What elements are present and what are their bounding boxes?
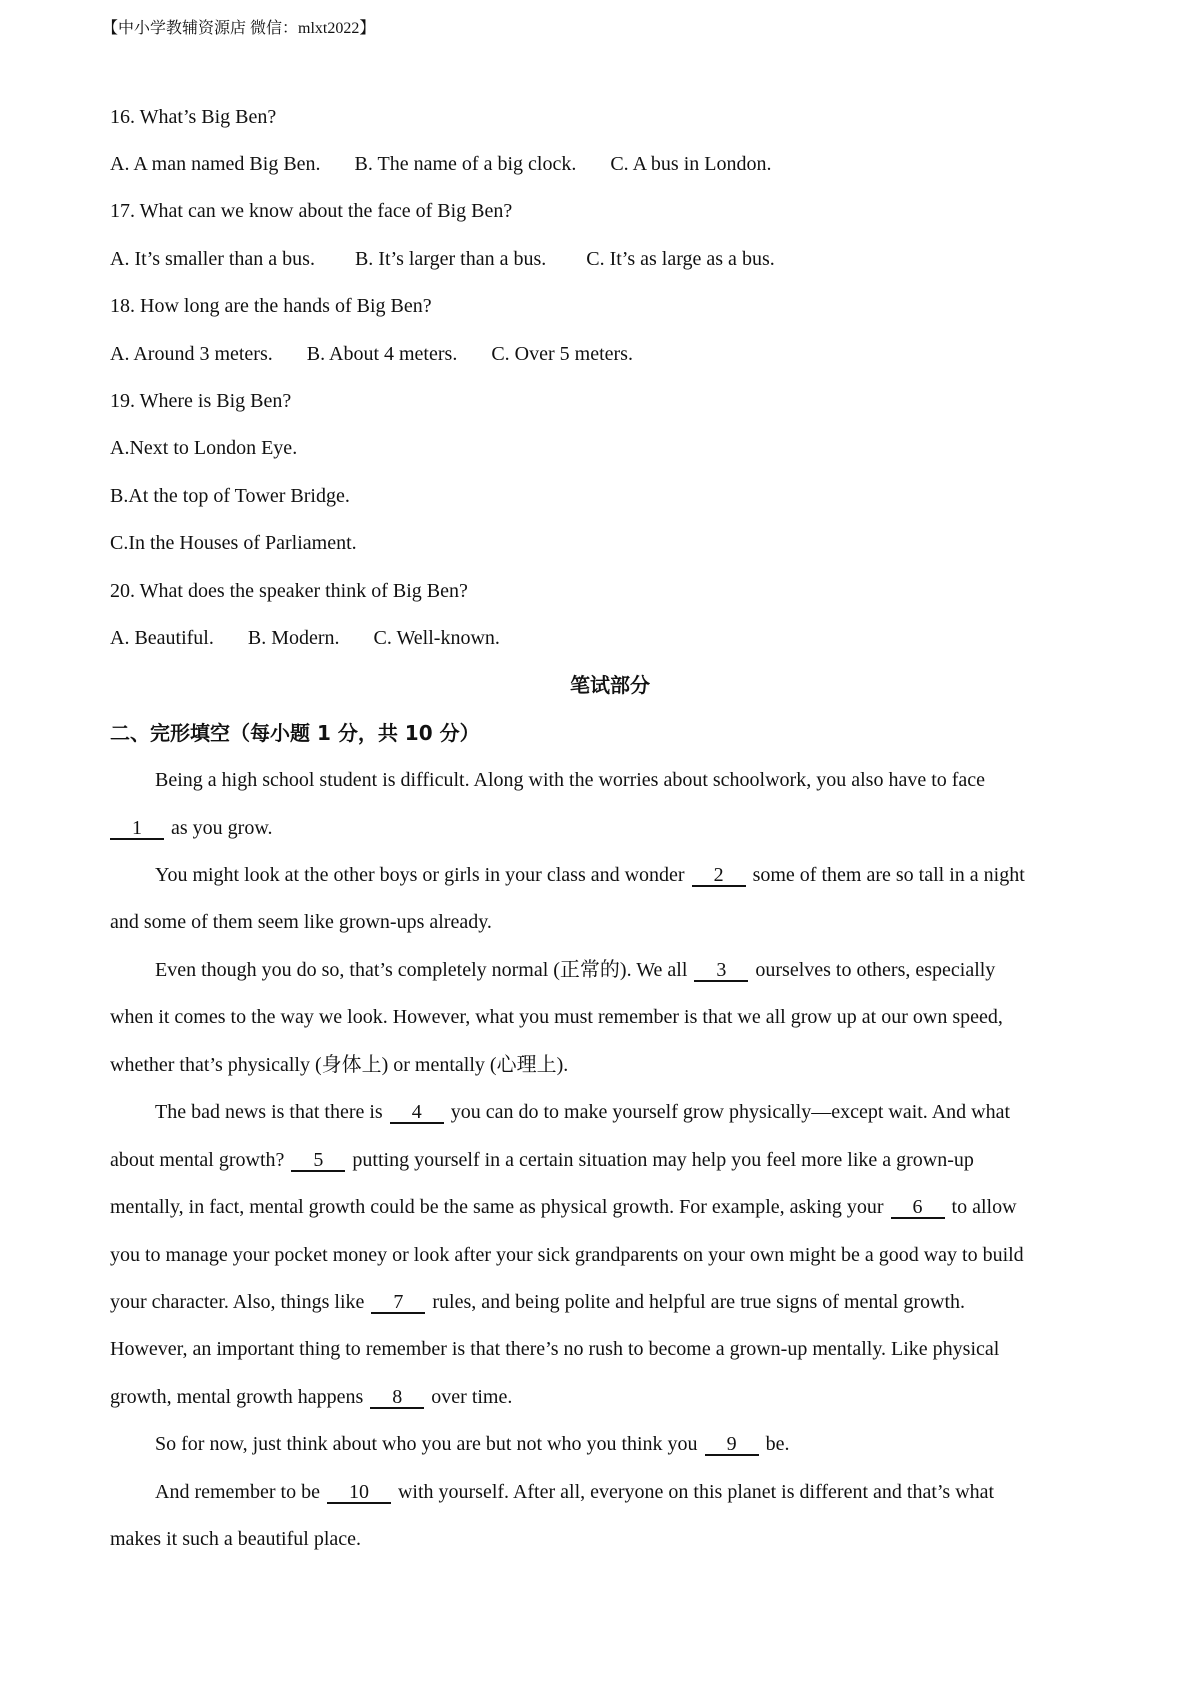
passage-line: when it comes to the way we look. However, what you must remember is that we all grow up at our own speed,: [110, 1006, 1003, 1028]
options-17: [110, 246, 775, 272]
passage-text: to allow: [951, 1196, 1017, 1218]
passage-line: [110, 1431, 789, 1457]
passage-line: you to manage your pocket money or look after your sick grandparents on your own might be a good way to build: [110, 1244, 1024, 1266]
option-a: A. It’s smaller than a bus.: [110, 248, 315, 270]
passage-text: growth, mental growth happens: [110, 1386, 364, 1408]
option-b: B. It’s larger than a bus.: [354, 248, 547, 270]
passage-line: [110, 1289, 965, 1315]
passage-line: However, an important thing to remember is that there’s no rush to become a grown-up mentally. Like physical: [110, 1338, 1000, 1360]
passage-text: some of them are so tall in a night: [752, 864, 1025, 886]
passage-text: you can do to make yourself grow physically—except wait. And what: [450, 1101, 1011, 1123]
passage-text: Even though you do so, that’s completely normal (正常的). We all: [155, 959, 688, 981]
passage-text: rules, and being polite and helpful are true signs of mental growth.: [432, 1291, 966, 1313]
blank-3: 3: [694, 960, 748, 982]
passage-line: [110, 1384, 512, 1410]
option-a: A. Beautiful.: [110, 627, 214, 649]
blank-4: 4: [390, 1102, 444, 1124]
blank-7: 7: [371, 1292, 425, 1314]
passage-line: [110, 862, 1025, 888]
blank-8: 8: [370, 1387, 424, 1409]
question-19: 19. Where is Big Ben?: [110, 390, 292, 412]
option-c: C. A bus in London.: [610, 153, 772, 175]
passage-text: with yourself. After all, everyone on this planet is different and that’s what: [397, 1481, 995, 1503]
passage-text: The bad news is that there is: [155, 1101, 383, 1123]
blank-5: 5: [291, 1150, 345, 1172]
passage-text: putting yourself in a certain situation may help you feel more like a grown-up: [352, 1149, 974, 1171]
passage-line: [110, 957, 995, 983]
option-b: B.At the top of Tower Bridge.: [110, 485, 350, 507]
options-18: [110, 341, 633, 367]
option-b: B. About 4 meters.: [306, 343, 458, 365]
passage-text: over time.: [431, 1386, 513, 1408]
option-c: C. It’s as large as a bus.: [586, 248, 775, 270]
option-a: A.Next to London Eye.: [110, 437, 298, 459]
option-a: A. Around 3 meters.: [110, 343, 273, 365]
options-20: [110, 625, 500, 651]
passage-text: You might look at the other boys or girls in your class and wonder: [155, 864, 685, 886]
passage-line: Being a high school student is difficult. Along with the worries about schoolwork, you also have to face: [155, 769, 986, 791]
blank-1: 1: [110, 818, 164, 840]
passage-line: [110, 1099, 1010, 1125]
passage-text: your character. Also, things like: [110, 1291, 365, 1313]
passage-text: be.: [765, 1433, 790, 1455]
passage-line: [110, 1147, 974, 1173]
passage-line: [110, 815, 272, 841]
passage-line: whether that’s physically (身体上) or mentally (心理上).: [110, 1054, 569, 1076]
part-title: 二、完形填空（每小题 1 分，共 10 分）: [110, 721, 480, 745]
question-18: 18. How long are the hands of Big Ben?: [110, 295, 432, 317]
option-c: C. Over 5 meters.: [491, 343, 633, 365]
passage-text: as you grow.: [171, 817, 273, 839]
passage-text: mentally, in fact, mental growth could be the same as physical growth. For example, asking your: [110, 1196, 884, 1218]
question-17: 17. What can we know about the face of Big Ben?: [110, 200, 513, 222]
passage-text: ourselves to others, especially: [755, 959, 996, 981]
passage-text: about mental growth?: [110, 1149, 285, 1171]
option-c: C.In the Houses of Parliament.: [110, 532, 357, 554]
blank-2: 2: [692, 865, 746, 887]
option-a: A. A man named Big Ben.: [110, 153, 321, 175]
section-title: 笔试部分: [570, 673, 650, 697]
passage-line: [110, 1479, 994, 1505]
blank-9: 9: [705, 1434, 759, 1456]
blank-6: 6: [891, 1197, 945, 1219]
question-20: 20. What does the speaker think of Big Ben?: [110, 580, 468, 602]
header-banner: 【中小学教辅资源店 微信：mlxt2022】: [102, 20, 376, 37]
passage-text: And remember to be: [155, 1481, 320, 1503]
question-16: 16. What’s Big Ben?: [110, 106, 277, 128]
blank-10: 10: [327, 1482, 391, 1504]
options-16: [110, 151, 771, 177]
option-b: B. Modern.: [247, 627, 340, 649]
option-b: B. The name of a big clock.: [354, 153, 577, 175]
passage-line: makes it such a beautiful place.: [110, 1528, 362, 1550]
passage-text: So for now, just think about who you are but not who you think you: [155, 1433, 698, 1455]
passage-line: and some of them seem like grown-ups already.: [110, 911, 492, 933]
option-c: C. Well-known.: [373, 627, 500, 649]
passage-line: [110, 1194, 1017, 1220]
